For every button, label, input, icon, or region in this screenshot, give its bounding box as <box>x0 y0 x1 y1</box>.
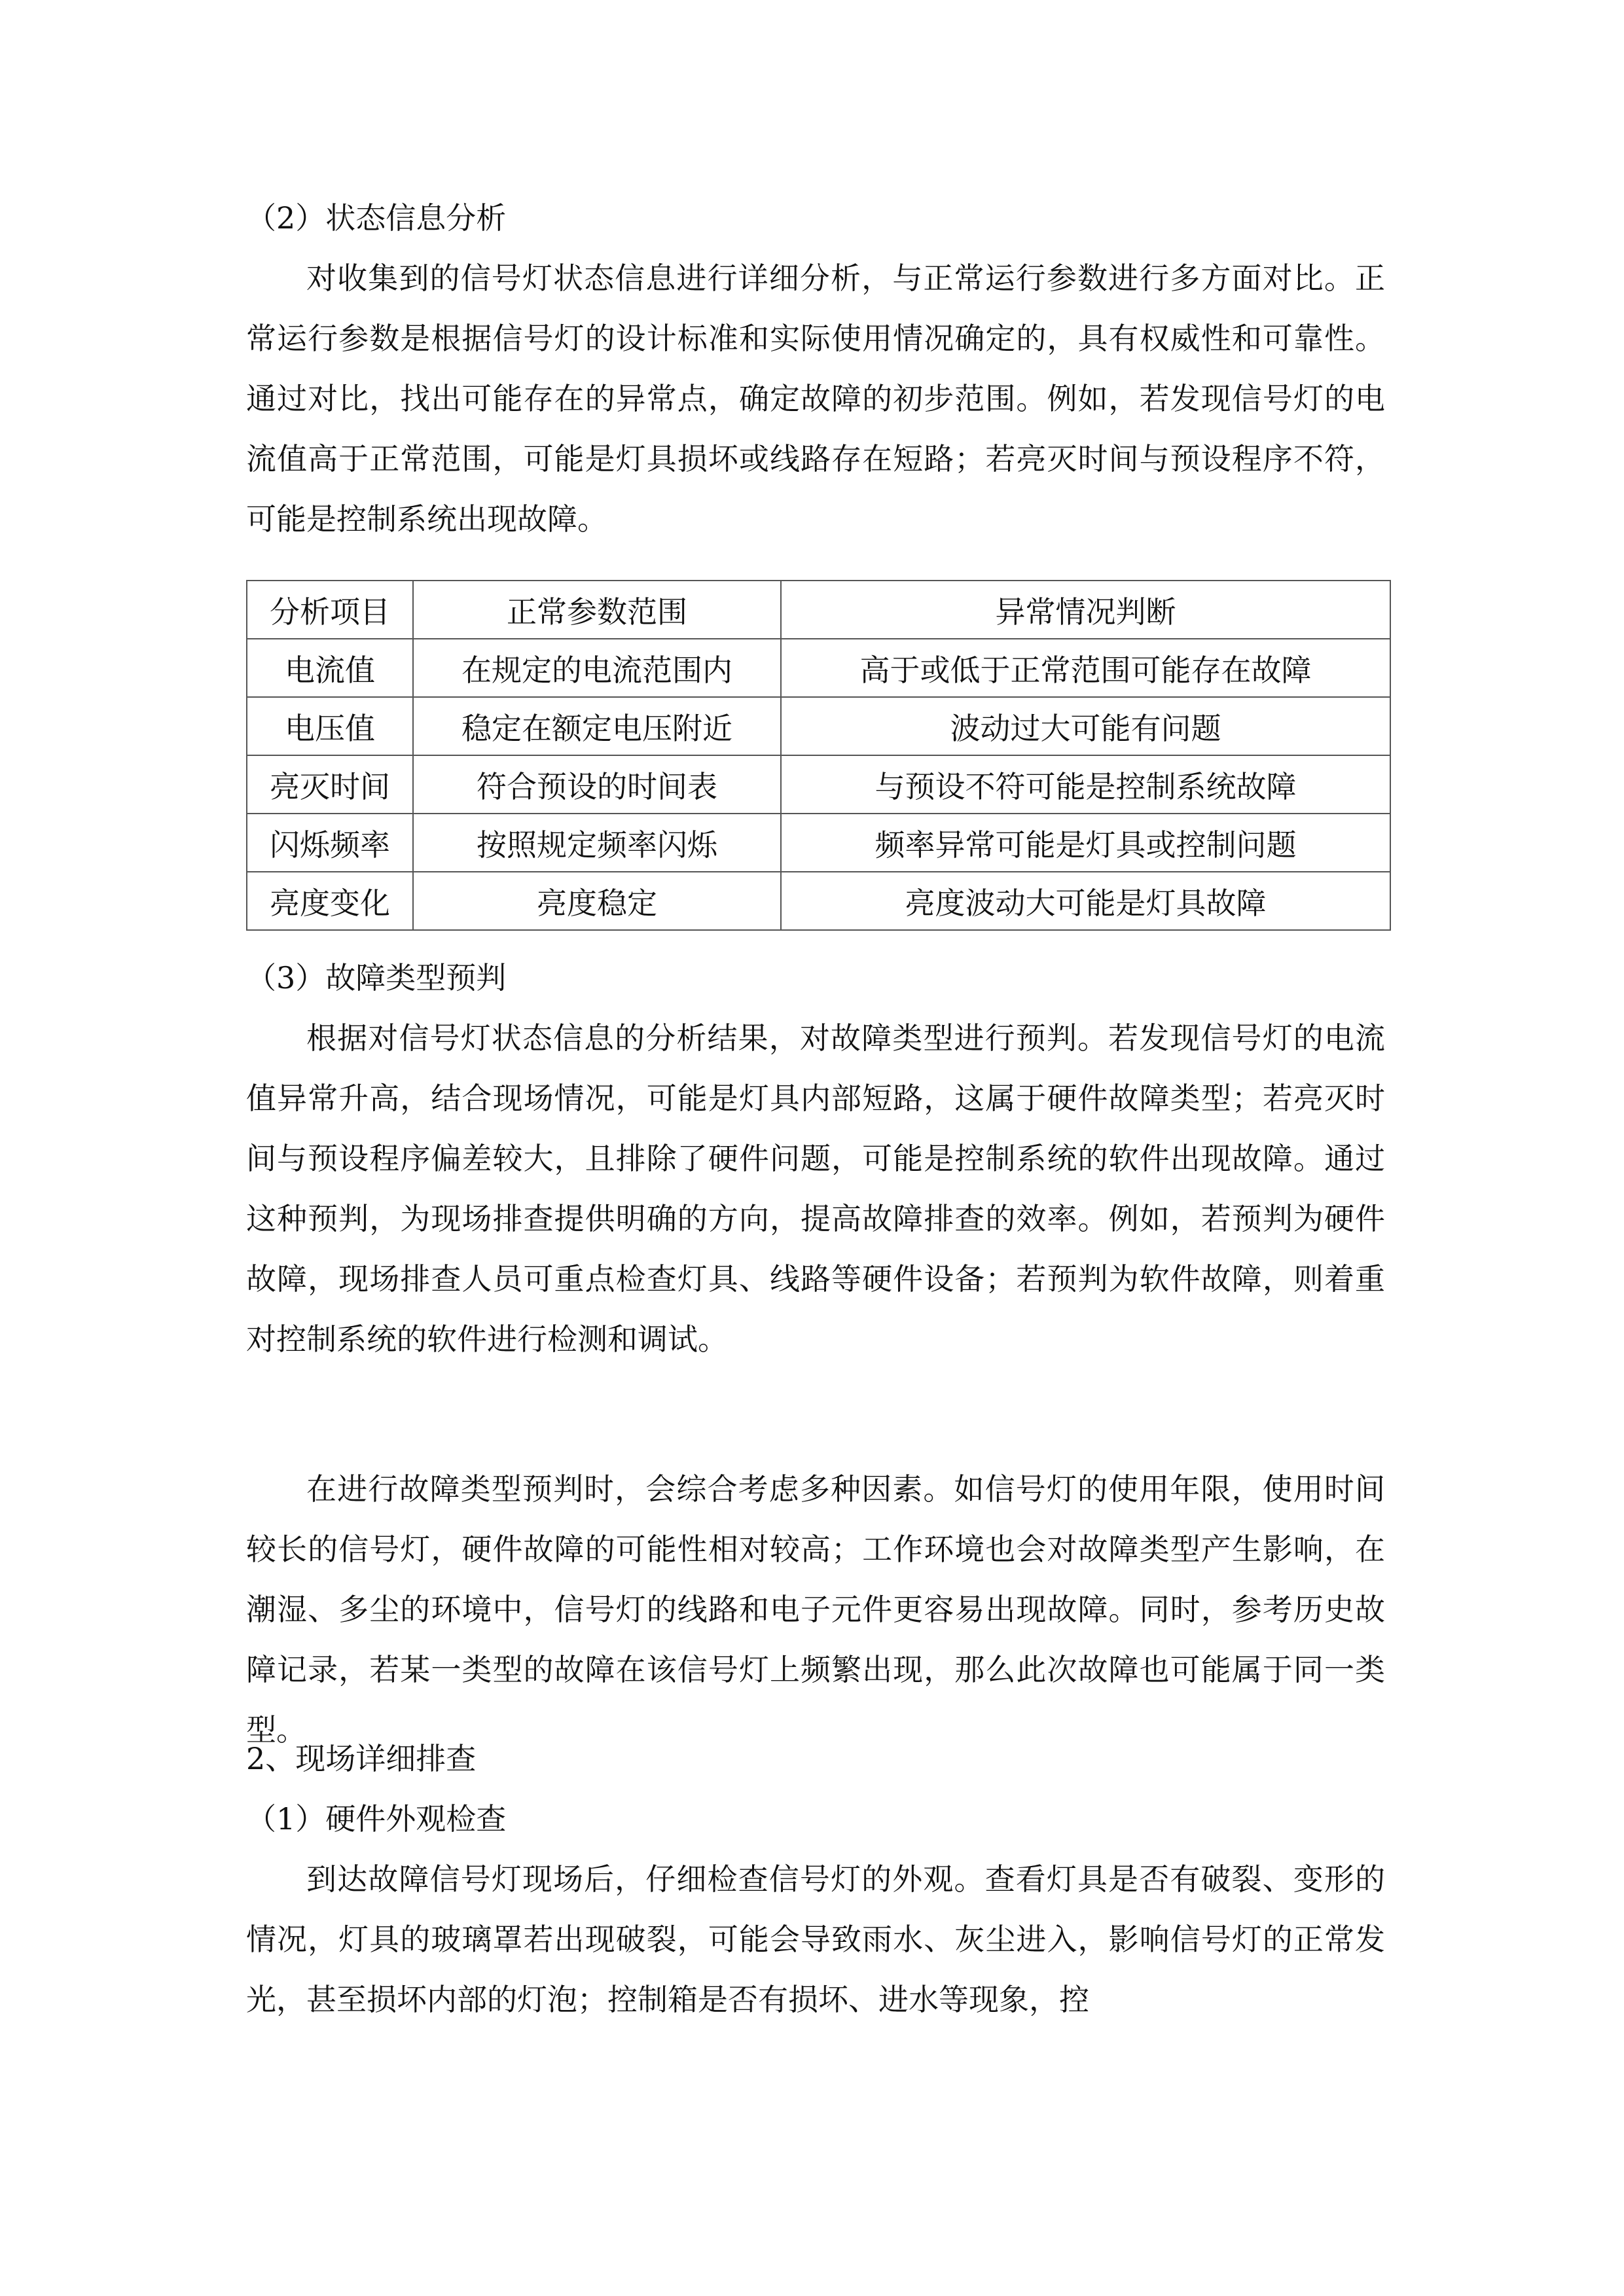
table-cell: 频率异常可能是灯具或控制问题 <box>781 814 1390 872</box>
table-header-cell: 正常参数范围 <box>413 581 781 639</box>
table-cell: 在规定的电流范围内 <box>413 639 781 697</box>
sub-heading-hardware-check: （1）硬件外观检查 <box>246 1801 507 1837</box>
table-cell: 波动过大可能有问题 <box>781 697 1390 755</box>
table-cell: 亮度变化 <box>247 872 413 930</box>
paragraph-fault-prediction-1: 根据对信号灯状态信息的分析结果，对故障类型进行预判。若发现信号灯的电流值异常升高，结合现场情况，可能是灯具内部短路，这属于硬件故障类型；若亮灭时间与预设程序偏差较大，且排除了硬件问题，可能是控制系统的软件出现故障。通过这种预判，为现场排查提供明确的方向，提高故障排查的效率。例如，若预判为硬件故障，现场排查人员可重点检查灯具、线路等硬件设备；若预判为软件故障，则着重对控制系统的软件进行检测和调试。 <box>246 1020 1385 1357</box>
table-cell: 闪烁频率 <box>247 814 413 872</box>
table-cell: 亮度波动大可能是灯具故障 <box>781 872 1390 930</box>
table-header-row <box>247 581 1390 639</box>
table-cell: 亮灭时间 <box>247 755 413 814</box>
section-heading-onsite-inspection: 2、现场详细排查 <box>246 1741 477 1776</box>
table-row <box>247 755 1390 814</box>
table-row <box>247 697 1390 755</box>
table-cell: 符合预设的时间表 <box>413 755 781 814</box>
paragraph-hardware-check: 到达故障信号灯现场后，仔细检查信号灯的外观。查看灯具是否有破裂、变形的情况，灯具的玻璃罩若出现破裂，可能会导致雨水、灰尘进入，影响信号灯的正常发光，甚至损坏内部的灯泡；控制箱是否有损坏、进水等现象，控 <box>246 1861 1385 2017</box>
table-row <box>247 639 1390 697</box>
table-cell: 稳定在额定电压附近 <box>413 697 781 755</box>
table-header-cell: 分析项目 <box>247 581 413 639</box>
section-heading-fault-prediction: （3）故障类型预判 <box>246 960 507 996</box>
table-cell: 电流值 <box>247 639 413 697</box>
table-cell: 亮度稳定 <box>413 872 781 930</box>
table-header-cell: 异常情况判断 <box>781 581 1390 639</box>
table-cell: 电压值 <box>247 697 413 755</box>
table-row <box>247 872 1390 930</box>
table-cell: 按照规定频率闪烁 <box>413 814 781 872</box>
table-cell: 高于或低于正常范围可能存在故障 <box>781 639 1390 697</box>
analysis-table <box>246 580 1391 931</box>
table-row <box>247 814 1390 872</box>
paragraph-status-analysis: 对收集到的信号灯状态信息进行详细分析，与正常运行参数进行多方面对比。正常运行参数是根据信号灯的设计标准和实际使用情况确定的，具有权威性和可靠性。通过对比，找出可能存在的异常点，确定故障的初步范围。例如，若发现信号灯的电流值高于正常范围，可能是灯具损坏或线路存在短路；若亮灭时间与预设程序不符，可能是控制系统出现故障。 <box>246 260 1385 537</box>
section-heading-status-analysis: （2）状态信息分析 <box>246 200 507 236</box>
paragraph-fault-prediction-2: 在进行故障类型预判时，会综合考虑多种因素。如信号灯的使用年限，使用时间较长的信号灯，硬件故障的可能性相对较高；工作环境也会对故障类型产生影响，在潮湿、多尘的环境中，信号灯的线路和电子元件更容易出现故障。同时，参考历史故障记录，若某一类型的故障在该信号灯上频繁出现，那么此次故障也可能属于同一类型。 <box>246 1471 1385 1748</box>
table-cell: 与预设不符可能是控制系统故障 <box>781 755 1390 814</box>
